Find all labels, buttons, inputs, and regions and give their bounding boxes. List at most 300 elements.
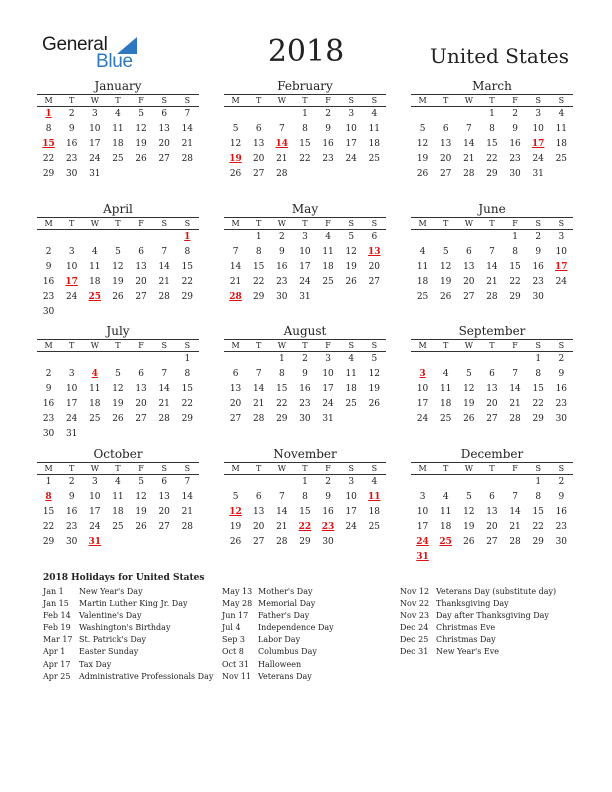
weekday-label: M [418,341,427,350]
day-cell: 25 [416,292,429,302]
weekday-label: S [371,341,378,350]
day-cell: 13 [486,507,498,517]
day-cell: 26 [463,414,475,424]
day-cell [270,475,293,490]
day-cell: 11 [89,384,101,394]
holiday-date: Feb 19 [43,623,71,633]
day-cell: 16 [42,399,55,409]
day-cell: 13 [135,262,147,272]
day-cell [457,352,480,367]
week-row [411,367,573,382]
week-row [37,382,199,397]
week-row [411,275,573,290]
day-cell: 4 [91,369,98,379]
holiday-name: Christmas Day [436,635,496,645]
day-cell [434,352,457,367]
day-cell: 24 [65,414,78,424]
day-cell: 2 [45,369,52,379]
day-cell: 25 [555,154,568,164]
day-cell: 30 [322,537,334,547]
day-cell: 16 [65,507,78,517]
day-cell: 14 [509,507,521,517]
day-cell: 25 [368,154,381,164]
week-row [224,382,386,397]
month-february [224,79,386,182]
day-cell: 16 [322,139,334,149]
week-row [37,427,199,442]
day-cell: 27 [229,414,242,424]
day-cell: 5 [232,124,239,134]
day-cell: 16 [555,507,568,517]
weekday-label: W [90,341,99,350]
holiday-date: Nov 22 [400,599,430,609]
holiday-row [400,646,580,658]
day-cell: 17 [299,262,311,272]
week-row [224,230,386,245]
holiday-name: Columbus Day [258,647,317,657]
day-cell: 7 [278,492,285,502]
day-cell: 19 [135,507,147,517]
day-cell: 8 [278,369,285,379]
day-cell: 23 [321,522,335,532]
day-cell: 29 [42,169,55,179]
day-cell: 24 [345,522,357,532]
day-cell: 17 [65,277,78,287]
day-cell: 28 [276,169,288,179]
weekday-label: S [371,464,378,473]
day-cell [153,535,176,550]
weekday-label: M [231,464,240,473]
weekday-label: S [161,341,167,350]
month-june [411,202,573,305]
weekday-label: F [512,96,518,105]
day-cell: 14 [486,262,498,272]
day-cell: 4 [558,109,565,119]
day-cell: 29 [532,414,544,424]
week-row [37,412,199,427]
holiday-date: Dec 31 [400,647,429,657]
day-cell: 4 [442,369,449,379]
day-cell [106,535,129,550]
day-cell: 28 [181,522,194,532]
day-cell [153,427,176,442]
day-cell: 18 [368,139,381,149]
weekday-label: T [443,341,449,350]
day-cell [37,230,60,245]
week-row [411,167,573,182]
weekday-label: W [464,96,473,105]
weekday-label: T [302,341,308,350]
day-cell: 16 [322,507,334,517]
day-cell: 24 [322,399,334,409]
day-cell: 4 [91,247,98,257]
day-cell: 23 [42,414,55,424]
day-cell: 5 [115,247,121,257]
day-cell: 30 [42,429,55,439]
holiday-row [222,646,402,658]
day-cell: 17 [89,507,101,517]
day-cell: 24 [89,522,101,532]
day-cell: 11 [368,492,381,502]
week-row [37,305,199,320]
day-cell [176,535,199,550]
day-cell: 13 [368,247,381,257]
month-name: June [478,202,506,216]
day-cell: 6 [371,232,378,242]
day-cell: 1 [489,109,495,119]
day-cell: 30 [42,307,55,317]
day-cell: 6 [255,492,262,502]
week-row [37,137,199,152]
weekday-label: T [115,219,121,228]
holiday-name: Memorial Day [258,599,316,609]
day-cell: 6 [232,369,239,379]
day-cell: 5 [442,247,449,257]
day-cell [130,167,153,182]
day-cell: 31 [299,292,311,302]
month-august [224,324,386,427]
day-cell: 27 [252,537,265,547]
week-row [224,520,386,535]
weekday-header [37,462,199,475]
holiday-date: Nov 12 [400,587,430,596]
day-cell [83,305,106,320]
day-cell [550,167,573,182]
holiday-name: Valentine's Day [79,611,142,621]
day-cell: 12 [416,139,429,149]
week-row [224,107,386,122]
holidays-column [43,586,223,683]
day-cell: 8 [535,369,542,379]
weekday-label: T [69,341,75,350]
holiday-name: Thanksgiving Day [436,599,509,609]
day-cell: 31 [65,429,78,439]
day-cell: 15 [299,139,311,149]
day-cell [317,290,340,305]
day-cell: 30 [555,414,568,424]
day-cell: 26 [112,414,124,424]
day-cell: 27 [486,414,498,424]
weekday-label: T [443,464,449,473]
weekday-label: W [277,96,286,105]
day-cell: 6 [138,247,144,257]
holiday-row [222,586,402,598]
day-cell: 20 [463,277,475,287]
day-cell: 31 [416,552,429,562]
day-cell: 27 [463,292,475,302]
day-cell: 26 [368,399,381,409]
holiday-name: Easter Sunday [79,647,139,657]
day-cell: 5 [371,354,378,364]
day-cell: 17 [89,139,101,149]
day-cell: 4 [371,477,378,487]
month-december [411,447,573,565]
weekday-label: F [512,219,518,228]
day-cell: 28 [158,292,170,302]
day-cell [153,352,176,367]
month-october [37,447,199,550]
day-cell: 5 [115,369,121,379]
weekday-label: T [69,219,75,228]
weekday-label: T [256,341,262,350]
month-may [224,202,386,305]
day-cell: 5 [465,369,472,379]
day-cell: 10 [65,384,78,394]
day-cell: 4 [419,247,426,257]
day-cell: 13 [463,262,475,272]
day-cell [480,550,503,565]
day-cell: 7 [184,109,191,119]
day-cell: 14 [275,139,289,149]
day-cell: 13 [252,507,265,517]
day-cell: 18 [322,262,334,272]
weekday-label: F [138,341,144,350]
holiday-date: Dec 24 [400,623,429,633]
day-cell [340,535,363,550]
day-cell: 21 [276,522,288,532]
day-cell: 24 [89,154,101,164]
day-cell: 14 [252,384,265,394]
day-cell: 7 [512,492,518,502]
day-cell: 3 [68,247,75,257]
day-cell [434,107,457,122]
day-cell: 11 [112,492,124,502]
header [0,0,612,80]
day-cell: 19 [463,522,475,532]
day-cell: 16 [532,262,544,272]
day-cell: 22 [298,522,312,532]
week-row [224,122,386,137]
day-cell: 10 [416,384,429,394]
day-cell: 9 [45,262,52,272]
week-row [411,245,573,260]
day-cell: 10 [532,124,544,134]
day-cell: 3 [419,369,426,379]
holiday-date: Dec 25 [400,635,429,645]
day-cell: 24 [345,154,357,164]
day-cell [457,230,480,245]
day-cell: 17 [531,139,545,149]
day-cell [363,290,386,305]
holiday-row [222,622,402,634]
day-cell: 23 [509,154,521,164]
week-row [224,475,386,490]
week-row [224,152,386,167]
day-cell: 3 [348,109,355,119]
day-cell: 2 [68,477,75,487]
day-cell [293,167,316,182]
month-name: April [103,202,133,216]
weekday-label: W [277,341,286,350]
day-cell: 23 [42,292,55,302]
day-cell [106,230,129,245]
weekday-label: S [348,96,354,105]
day-cell: 2 [325,109,331,119]
day-cell: 5 [138,477,144,487]
weekday-label: W [464,219,473,228]
day-cell: 30 [555,537,568,547]
day-cell: 9 [278,247,285,257]
month-april [37,202,199,320]
day-cell: 15 [299,507,311,517]
holiday-row [43,671,223,683]
weekday-label: T [256,219,262,228]
weekday-label: W [90,96,99,105]
weekday-label: F [138,96,144,105]
week-row [37,352,199,367]
week-row [37,152,199,167]
holiday-row [400,634,580,646]
week-row [411,412,573,427]
day-cell: 13 [486,384,498,394]
weekday-label: F [325,464,331,473]
week-row [224,260,386,275]
day-cell: 4 [325,232,331,242]
weekday-label: M [418,96,427,105]
week-row [411,382,573,397]
day-cell: 18 [555,139,568,149]
day-cell: 24 [65,292,78,302]
day-cell: 17 [416,399,429,409]
weekday-label: T [115,341,121,350]
month-name: November [273,447,337,461]
day-cell: 20 [439,154,452,164]
weekday-label: M [418,464,427,473]
day-cell [434,230,457,245]
day-cell: 23 [299,399,311,409]
weekday-label: M [44,219,53,228]
holiday-date: Oct 31 [222,659,249,669]
week-row [411,397,573,412]
day-cell [411,107,434,122]
holiday-date: Jul 4 [222,623,241,633]
day-cell: 4 [348,354,355,364]
day-cell: 8 [512,247,518,257]
day-cell [130,305,153,320]
day-cell: 18 [89,399,101,409]
week-row [37,535,199,550]
holiday-date: Sep 3 [222,635,245,645]
day-cell [83,230,106,245]
weekday-header [411,462,573,475]
week-row [411,550,573,565]
day-cell: 18 [439,522,452,532]
holiday-row [43,586,223,598]
day-cell: 29 [42,537,55,547]
holiday-name: Martin Luther King Jr. Day [79,599,188,609]
weekday-header [37,94,199,107]
day-cell: 3 [535,109,542,119]
day-cell: 25 [439,414,452,424]
day-cell [130,230,153,245]
day-cell: 27 [486,537,498,547]
day-cell: 6 [489,492,495,502]
day-cell: 23 [276,277,288,287]
week-row [411,230,573,245]
holidays-title: 2018 Holidays for United States [43,573,205,583]
day-cell: 15 [509,262,521,272]
month-name: February [277,79,333,93]
day-cell: 6 [255,124,262,134]
day-cell [363,167,386,182]
weekday-label: S [535,341,541,350]
month-name: March [472,79,512,93]
day-cell: 26 [112,292,124,302]
day-cell: 25 [439,537,452,547]
day-cell: 28 [509,537,521,547]
weekday-label: W [277,464,286,473]
day-cell: 7 [161,369,168,379]
weekday-label: S [535,219,541,228]
day-cell: 9 [325,124,331,134]
day-cell [83,427,106,442]
day-cell [550,290,573,305]
day-cell: 22 [42,522,55,532]
holiday-name: Mother's Day [258,587,313,596]
week-row [411,490,573,505]
day-cell: 25 [345,399,357,409]
day-cell: 2 [558,354,565,364]
day-cell [176,427,199,442]
day-cell: 26 [416,169,429,179]
weekday-header [224,339,386,352]
holiday-row [43,598,223,610]
weekday-label: S [348,341,354,350]
day-cell: 30 [276,292,288,302]
week-row [411,107,573,122]
day-cell: 13 [439,139,452,149]
day-cell: 17 [416,522,429,532]
day-cell: 4 [115,477,121,487]
day-cell: 24 [416,537,429,547]
day-cell: 22 [252,277,265,287]
day-cell: 25 [322,277,334,287]
week-row [37,230,199,245]
day-cell: 12 [229,139,242,149]
holiday-name: Washington's Birthday [79,623,171,633]
month-july [37,324,199,442]
day-cell: 20 [229,399,242,409]
week-row [224,137,386,152]
holiday-row [400,622,580,634]
day-cell: 2 [68,109,75,119]
day-cell: 27 [158,522,170,532]
holidays-column [222,586,402,683]
day-cell: 19 [416,154,429,164]
day-cell: 19 [463,399,475,409]
day-cell: 2 [512,109,518,119]
day-cell: 23 [532,277,544,287]
day-cell: 11 [416,262,429,272]
weekday-label: M [231,341,240,350]
day-cell: 29 [181,414,194,424]
day-cell [363,535,386,550]
week-row [411,352,573,367]
week-row [411,520,573,535]
day-cell: 6 [161,109,168,119]
day-cell: 9 [558,492,565,502]
day-cell: 14 [181,124,194,134]
weekday-label: T [256,96,262,105]
day-cell: 11 [89,262,101,272]
day-cell: 15 [181,384,194,394]
day-cell: 29 [276,414,288,424]
weekday-label: S [161,96,167,105]
week-row [37,367,199,382]
holiday-date: Jun 17 [222,611,249,621]
day-cell: 26 [229,537,242,547]
day-cell [130,535,153,550]
